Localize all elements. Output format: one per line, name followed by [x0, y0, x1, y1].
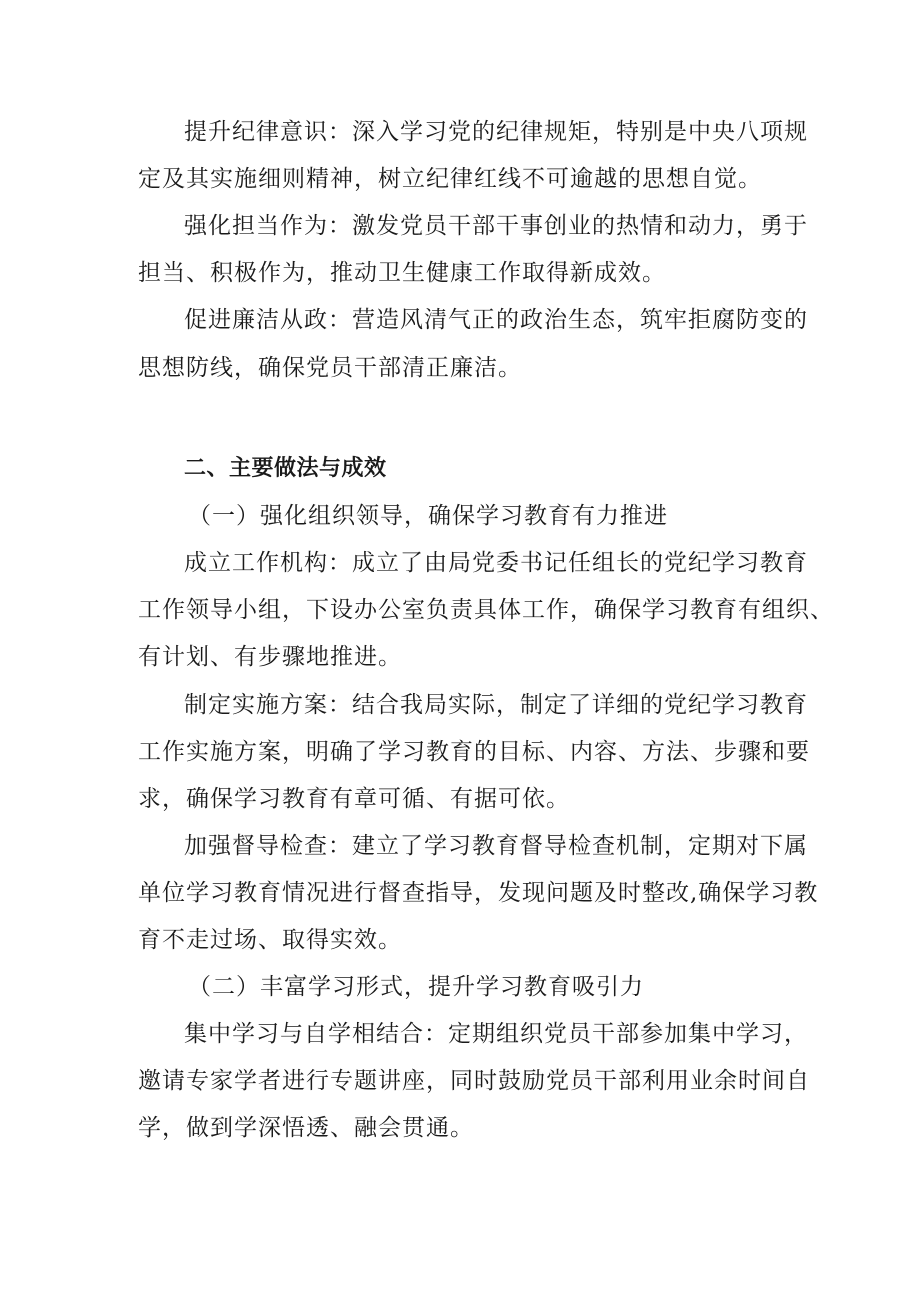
paragraph-plan-line2: 工作实施方案，明确了学习教育的目标、内容、方法、步骤和要 — [138, 739, 810, 765]
paragraph-org-line1: 成立工作机构：成立了由局党委书记任组长的党纪学习教育 — [184, 550, 808, 576]
paragraph-org-line2: 工作领导小组，下设办公室负责具体工作，确保学习教育有组织、 — [138, 597, 834, 623]
paragraph-plan-line1: 制定实施方案：结合我局实际，制定了详细的党纪学习教育 — [184, 692, 808, 718]
paragraph-learning-line3: 学，做到学深悟透、融会贯通。 — [138, 1115, 474, 1141]
paragraph-discipline-awareness-line2: 定及其实施细则精神，树立纪律红线不可逾越的思想自觉。 — [138, 166, 762, 192]
paragraph-plan-line3: 求，确保学习教育有章可循、有据可依。 — [138, 786, 570, 812]
paragraph-responsibility-line1: 强化担当作为：激发党员干部干事创业的热情和动力，勇于 — [184, 213, 808, 239]
paragraph-discipline-awareness-line1: 提升纪律意识：深入学习党的纪律规矩，特别是中央八项规 — [184, 119, 808, 145]
section-heading: 二、主要做法与成效 — [184, 456, 387, 481]
paragraph-responsibility-line2: 担当、积极作为，推动卫生健康工作取得新成效。 — [138, 260, 666, 286]
paragraph-supervision-line2: 单位学习教育情况进行督查指导，发现问题及时整改,确保学习教 — [138, 880, 819, 906]
paragraph-integrity-line1: 促进廉洁从政：营造风清气正的政治生态，筑牢拒腐防变的 — [184, 307, 808, 333]
paragraph-org-line3: 有计划、有步骤地推进。 — [138, 644, 402, 670]
paragraph-supervision-line3: 育不走过场、取得实效。 — [138, 927, 402, 953]
paragraph-learning-line1: 集中学习与自学相结合：定期组织党员干部参加集中学习， — [184, 1021, 808, 1047]
paragraph-supervision-line1: 加强督导检查：建立了学习教育督导检查机制，定期对下属 — [184, 833, 808, 859]
subsection-heading-2: （二）丰富学习形式，提升学习教育吸引力 — [188, 974, 644, 1000]
paragraph-integrity-line2: 思想防线，确保党员干部清正廉洁。 — [138, 355, 522, 381]
subsection-heading-1: （一）强化组织领导，确保学习教育有力推进 — [188, 503, 668, 529]
paragraph-learning-line2: 邀请专家学者进行专题讲座，同时鼓励党员干部利用业余时间自 — [138, 1068, 810, 1094]
